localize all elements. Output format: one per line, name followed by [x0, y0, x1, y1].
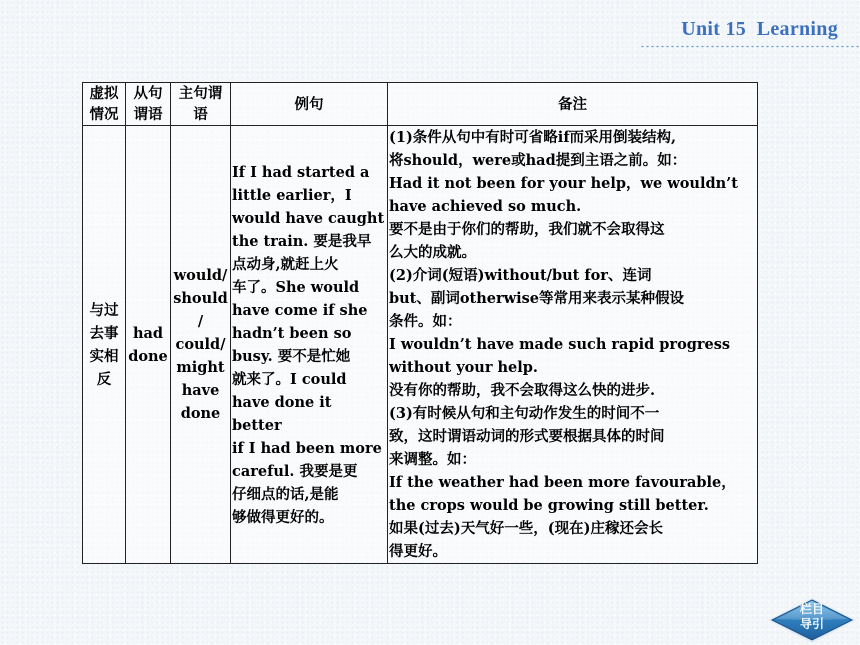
header-dotted-divider: [640, 45, 860, 48]
subjunctive-grammar-table: [82, 82, 758, 564]
header-main-predicate: 主句谓 语: [171, 83, 231, 126]
unit-title: Unit 15 Learning: [681, 18, 838, 40]
cell-clause-predicate: had done: [126, 126, 171, 564]
header-clause-predicate: 从句 谓语: [126, 83, 171, 126]
cell-situation: 与过 去事 实相 反: [83, 126, 126, 564]
header-notes: 备注: [388, 83, 758, 126]
header-example: 例句: [231, 83, 388, 126]
table-header-row: [83, 83, 758, 126]
section-nav-button[interactable]: [764, 596, 860, 645]
table-row: [83, 126, 758, 564]
cell-notes: (1)条件从句中有时可省略if而采用倒装结构, 将should，were或had提到主语之前。如： Had it not been for your help，we wouldn’t have achieved so much. 要不是由于你们的帮助，我们就不会取得这 么大的成就。 (2)介词(短语)without/but for、连词 but、副词otherwise等常用来表示某种假设 条件。如： I wouldn’t have made such rapid progress without your help. 没有你的帮助，我不会取得这么快的进步. (3)有时候从句和主句动作发生的时间不一 致，这时谓语动词的形式要根据具体的时间 来调整。如： If the weather had been more favourable， the crops would be growing still better. 如果(过去)天气好一些，(现在)庄稼还会长 得更好。: [388, 126, 758, 564]
header-situation: 虚拟 情况: [83, 83, 126, 126]
nav-button-label: 栏目 导引: [799, 602, 824, 631]
cell-example: If I had started a little earlier，I would have caught the train. 要是我早 点动身,就赶上火 车了。She would have come if she hadn’t been so busy. 要不是忙她 就来了。I could have done it better if I had been more careful. 我要是更 仔细点的话,是能 够做得更好的。: [231, 126, 388, 564]
cell-main-predicate: would/ should / could/ might have done: [171, 126, 231, 564]
